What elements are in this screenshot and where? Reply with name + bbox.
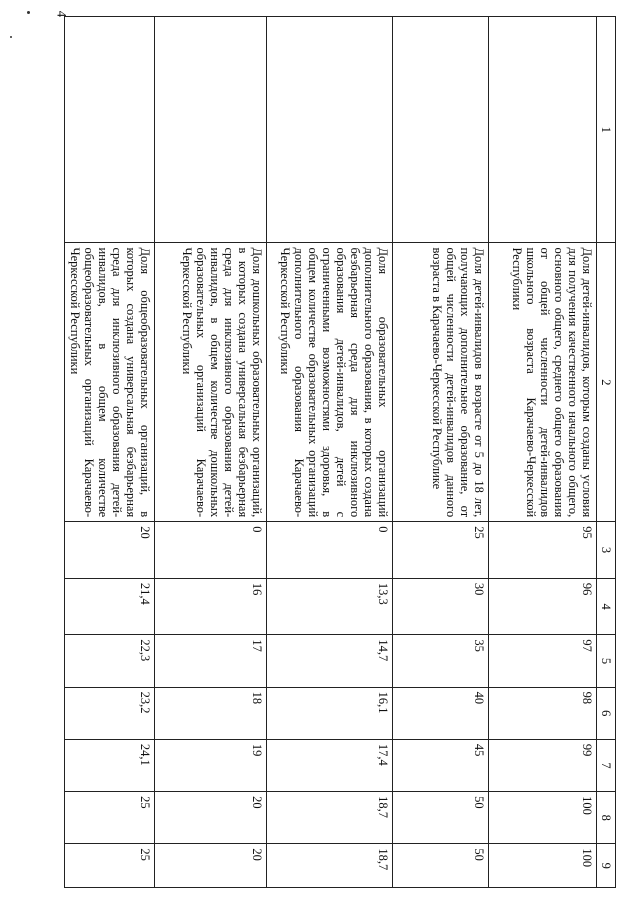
value-cell: 17,4 [267, 739, 393, 791]
value-cell: 30 [393, 578, 489, 635]
table-row [267, 17, 393, 888]
value-cell: 20 [65, 522, 155, 579]
value-cell: 14,7 [267, 635, 393, 687]
value-cell: 20 [155, 844, 267, 888]
value-cell: 23,2 [65, 687, 155, 739]
value-cell: 21,4 [65, 578, 155, 635]
column-header: 7 [597, 739, 616, 791]
value-cell: 40 [393, 687, 489, 739]
row-number-cell [393, 17, 489, 243]
scan-speck [27, 11, 30, 14]
value-cell: 18 [155, 687, 267, 739]
indicator-description: Доля образовательных организаций дополнительного образования, в которых создана безбарьерная среда для инклюзивного образования детей-инвалидов, детей с ограниченными возможностями здоровья, в общем количестве образовательных организаций дополнительного образования Карачаево-Черкесской Республики [267, 243, 393, 522]
row-number-cell [489, 17, 597, 243]
indicator-table [64, 16, 616, 888]
value-cell: 97 [489, 635, 597, 687]
value-cell: 24,1 [65, 739, 155, 791]
table-row [155, 17, 267, 888]
indicator-description: Доля детей-инвалидов, которым созданы условия для получения качественного начального общего, основного общего, среднего общего образования от общей численности детей-инвалидов школьного возраста Карачаево-Черкесской Республики [489, 243, 597, 522]
value-cell: 19 [155, 739, 267, 791]
value-cell: 50 [393, 792, 489, 844]
value-cell: 20 [155, 792, 267, 844]
value-cell: 100 [489, 844, 597, 888]
scan-speck [10, 36, 12, 38]
value-cell: 0 [267, 522, 393, 579]
column-header: 6 [597, 687, 616, 739]
value-cell: 50 [393, 844, 489, 888]
column-header: 8 [597, 792, 616, 844]
indicator-description: Доля общеобразовательных организаций, в которых создана универсальная безбарьерная среда для инклюзивного образования детей-инвалидов, в общем количестве общеобразовательных организаций Карачаево-Черкесской Республики [65, 243, 155, 522]
column-header: 9 [597, 844, 616, 888]
table-row [65, 17, 155, 888]
value-cell: 13,3 [267, 578, 393, 635]
indicator-description: Доля детей-инвалидов в возрасте от 5 до 18 лет, получающих дополнительное образование, от общей численности детей-инвалидов данного возраста в Карачаево-Черкесской Республике [393, 243, 489, 522]
value-cell: 16 [155, 578, 267, 635]
value-cell: 98 [489, 687, 597, 739]
table-row [489, 17, 597, 888]
value-cell: 17 [155, 635, 267, 687]
value-cell: 18,7 [267, 792, 393, 844]
value-cell: 25 [65, 844, 155, 888]
column-header: 1 [597, 17, 616, 243]
value-cell: 35 [393, 635, 489, 687]
column-header: 4 [597, 578, 616, 635]
value-cell: 100 [489, 792, 597, 844]
value-cell: 96 [489, 578, 597, 635]
value-cell: 95 [489, 522, 597, 579]
row-number-cell [267, 17, 393, 243]
value-cell: 25 [393, 522, 489, 579]
column-header: 2 [597, 243, 616, 522]
value-cell: 25 [65, 792, 155, 844]
column-header: 3 [597, 522, 616, 579]
value-cell: 18,7 [267, 844, 393, 888]
value-cell: 16,1 [267, 687, 393, 739]
value-cell: 0 [155, 522, 267, 579]
header-row [597, 17, 616, 888]
indicator-table-rotated [70, 16, 616, 888]
value-cell: 45 [393, 739, 489, 791]
value-cell: 22,3 [65, 635, 155, 687]
value-cell: 99 [489, 739, 597, 791]
column-header: 5 [597, 635, 616, 687]
table-row [393, 17, 489, 888]
page-number: 4 [54, 10, 70, 18]
indicator-description: Доля дошкольных образовательных организаций, в которых создана универсальная безбарьерная среда для инклюзивного образования детей-инвалидов, в общем количестве дошкольных образовательных организаций Карачаево-Черкесской Республики [155, 243, 267, 522]
row-number-cell [155, 17, 267, 243]
row-number-cell [65, 17, 155, 243]
